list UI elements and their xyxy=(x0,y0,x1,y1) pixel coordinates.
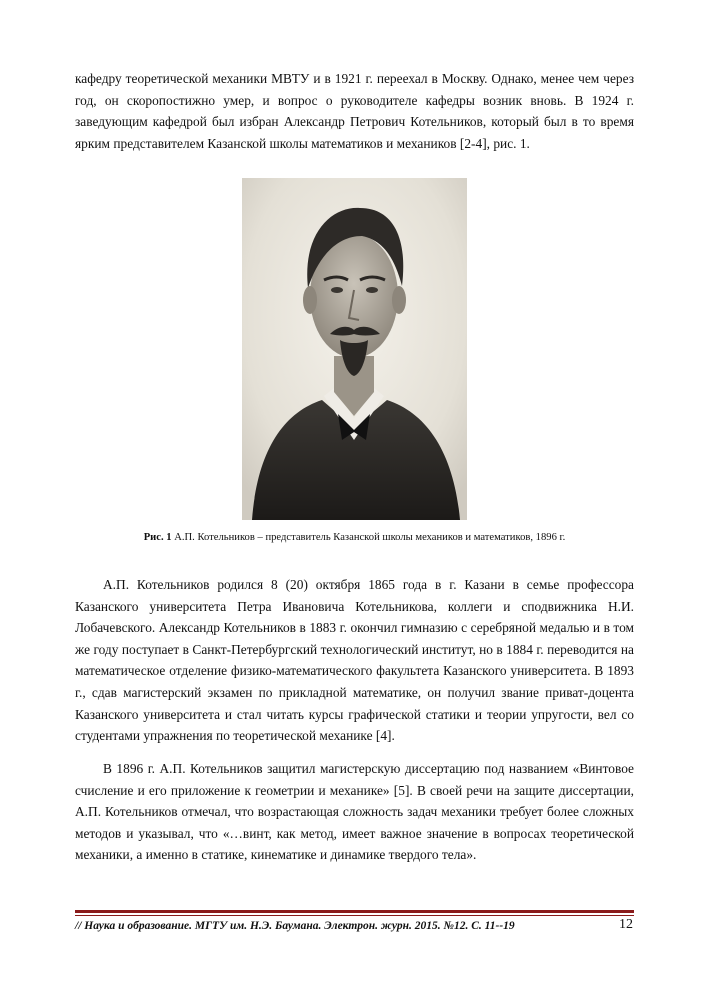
figure-label: Рис. 1 xyxy=(143,532,172,543)
footer-rule-thick xyxy=(75,910,634,913)
footer-rule-thin xyxy=(75,915,634,916)
page-number: 12 xyxy=(619,917,633,932)
journal-citation: // Наука и образование. МГТУ им. Н.Э. Баумана. Электрон. журн. 2015. №12. С. 11--19 xyxy=(75,920,515,932)
portrait-photo xyxy=(242,178,467,520)
figure-caption xyxy=(75,531,634,545)
paragraph-biography: А.П. Котельников родился 8 (20) октября 1865 года в г. Казани в семье профессора Казанского университета Петра Ивановича Котельникова, коллеги и сподвижника Н.И. Лобачевского. Александр Котельников в 1883 г. окончил гимназию с серебряной медалью и в том же году поступает в Санкт-Петербургский технологический институт, но в 1884 г. переводится на математическое отделение физико-математического факультета Казанского университета. В 1893 г., сдав магистерский экзамен по прикладной математике, он получил звание приват-доцента Казанского университета и стал читать курсы графической статики и теории упругости, вел со студентами упражнения по теоретической механике [4]. xyxy=(75,577,634,744)
paragraph-intro: кафедру теоретической механики МВТУ и в 1921 г. переехал в Москву. Однако, менее чем через год, он скоропостижно умер, и вопрос о руководителе кафедры возник вновь. В 1924 г. заведующим кафедрой был избран Александр Петрович Котельников, который был в то время ярким представителем Казанской школы математиков и механиков [2-4], рис. 1. xyxy=(75,71,634,151)
paragraph-dissertation: В 1896 г. А.П. Котельников защитил магистерскую диссертацию под названием «Винтовое счисление и его приложение к геометрии и механике» [5]. В своей речи на защите диссертации, А.П. Котельников отмечал, что возрастающая сложность задач механики требует более сложных методов и указывал, что «…винт, как метод, имеет важное значение в вопросах теоретической механики, а именно в статике, кинематике и динамике твердого тела». xyxy=(75,761,634,863)
figure-caption-text: А.П. Котельников – представитель Казанской школы механиков и математиков, 1896 г. xyxy=(174,532,566,543)
